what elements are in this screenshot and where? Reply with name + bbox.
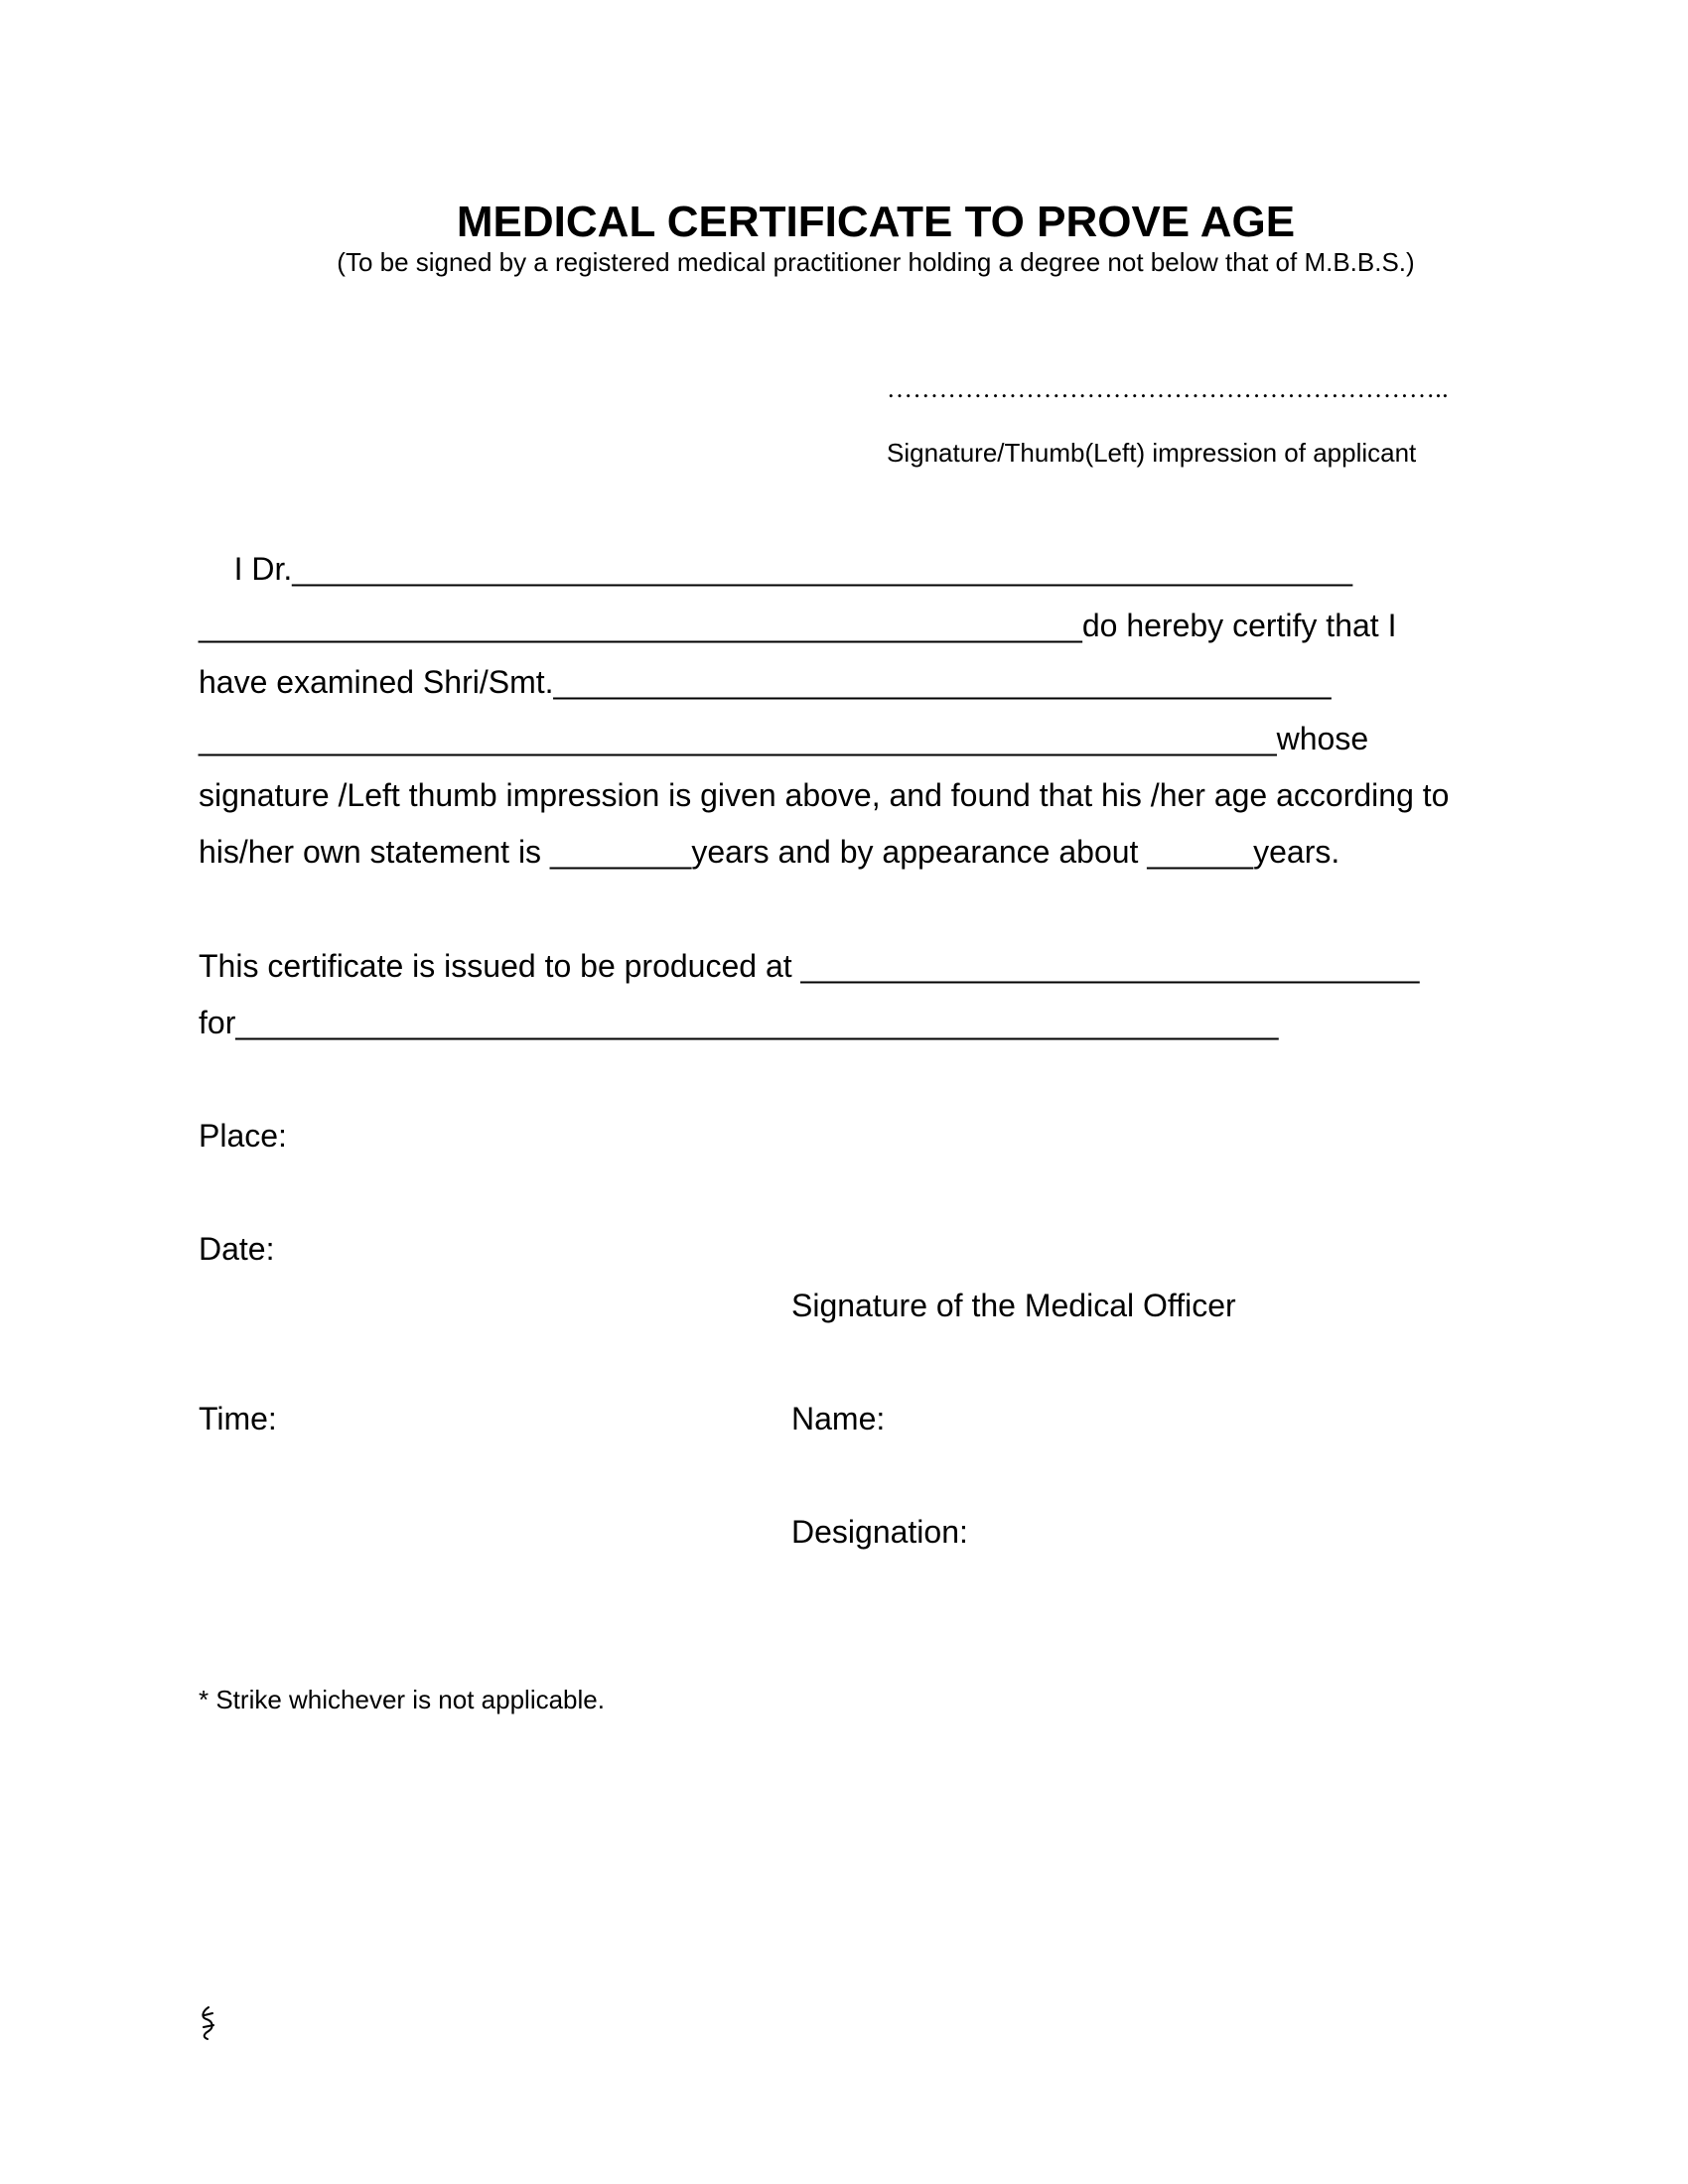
time-label: Time: <box>199 1401 277 1436</box>
applicant-signature-caption: Signature/Thumb(Left) impression of applicant <box>887 438 1417 468</box>
certification-line-doctor: I Dr.____________________________________________________________ <box>199 551 1353 587</box>
certification-line-certify: __________________________________________________do hereby certify that I <box>199 608 1397 643</box>
page-title: MEDICAL CERTIFICATE TO PROVE AGE <box>456 198 1296 246</box>
issuance-line-for: for___________________________________________________________ <box>199 1005 1279 1040</box>
certification-line-examined: have examined Shri/Smt.____________________________________________ <box>199 664 1332 700</box>
officer-name-label: Name: <box>791 1401 886 1436</box>
footnote: * Strike whichever is not applicable. <box>199 1685 605 1714</box>
issuance-line-produced: This certificate is issued to be produced at ___________________________________ <box>199 948 1420 984</box>
date-label: Date: <box>199 1231 275 1267</box>
officer-signature-label: Signature of the Medical Officer <box>791 1288 1236 1323</box>
officer-designation-label: Designation: <box>791 1514 968 1550</box>
scribble-mark-icon <box>195 2003 220 2043</box>
certification-line-age: his/her own statement is ________years and by appearance about ______years. <box>199 834 1340 870</box>
applicant-signature-line: ……………………………………………………….. <box>887 374 1449 403</box>
place-label: Place: <box>199 1118 287 1154</box>
page-subtitle: (To be signed by a registered medical practitioner holding a degree not below that of M.B.B.S.) <box>337 247 1415 277</box>
certification-line-signature: signature /Left thumb impression is given above, and found that his /her age according to <box>199 777 1450 813</box>
certification-line-whose: _____________________________________________________________whose <box>199 721 1369 756</box>
